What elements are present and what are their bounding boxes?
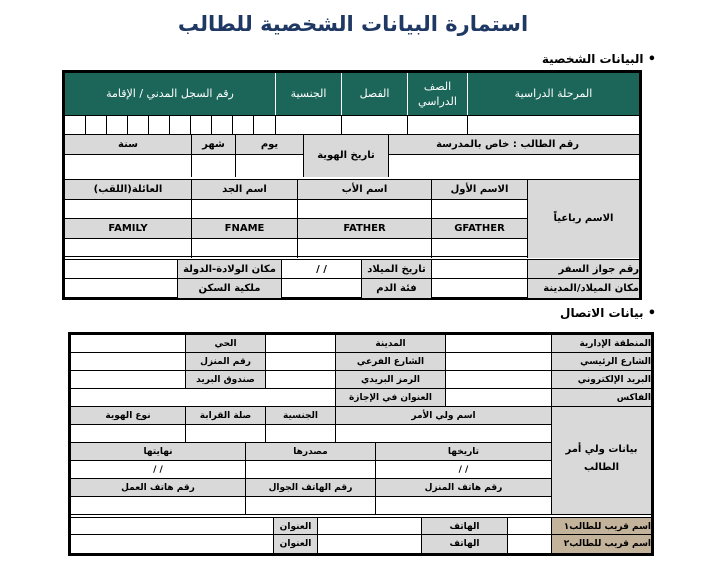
relative1-address-label: العنوان <box>273 517 317 535</box>
relative1-phone-input[interactable] <box>317 517 421 535</box>
relation-label: صلة القرابة <box>185 407 265 425</box>
grandfather-name-label: اسم الجد <box>191 180 297 200</box>
day-label: يوم <box>235 135 303 155</box>
grade-cell: الصف الدراسي <box>407 73 467 115</box>
relative2-name-input[interactable] <box>507 535 551 553</box>
fax-input[interactable] <box>445 389 551 407</box>
nationality-input[interactable] <box>275 116 341 134</box>
father-name-label: اسم الأب <box>297 180 431 200</box>
blood-type-label: فئة الدم <box>361 279 431 298</box>
id-date-label: تاريخ الهوية <box>303 135 389 177</box>
mobile-label: رقم الهاتف الجوال <box>245 479 375 497</box>
source-input[interactable] <box>245 461 375 479</box>
relative1-name-input[interactable] <box>507 517 551 535</box>
father-en-label: FATHER <box>297 219 431 239</box>
region-input[interactable] <box>445 335 551 353</box>
birth-country-input[interactable] <box>65 260 177 279</box>
gfather-en-label: GFATHER <box>431 219 527 239</box>
relative1-phone-label: الهاتف <box>421 517 507 535</box>
fname-en-input[interactable] <box>191 239 297 258</box>
id-digit-box[interactable] <box>191 116 212 134</box>
relative2-label: اسم قريب للطالب٢ <box>551 535 651 553</box>
family-name-label: العائلة(اللقب) <box>65 180 191 200</box>
section-personal-heading <box>542 52 656 67</box>
first-name-label: الاسم الأول <box>431 180 527 200</box>
main-street-input[interactable] <box>445 353 551 371</box>
house-no-label: رقم المنزل <box>185 353 265 371</box>
stage-cell: المرحلة الدراسية <box>467 73 639 115</box>
guardian-name-label: اسم ولي الأمر <box>335 407 551 425</box>
sub-street-input[interactable] <box>265 353 335 371</box>
name-block <box>65 179 639 257</box>
district-label: الحي <box>185 335 265 353</box>
relative1-address-input[interactable] <box>71 517 273 535</box>
guardian-nationality-label: الجنسية <box>265 407 335 425</box>
vacation-address-label: العنوان في الإجازة <box>335 389 445 407</box>
mobile-input[interactable] <box>245 497 375 515</box>
id-digit-box[interactable] <box>149 116 170 134</box>
id-digit-box[interactable] <box>233 116 254 134</box>
id-digit-box[interactable] <box>254 116 275 134</box>
relative2-address-label: العنوان <box>273 535 317 553</box>
father-name-input[interactable] <box>297 200 431 219</box>
id-type-input[interactable] <box>71 425 185 443</box>
blood-type-input[interactable] <box>281 279 361 298</box>
source-label: مصدرها <box>245 443 375 461</box>
city-label: المدينة <box>335 335 445 353</box>
first-name-input[interactable] <box>431 200 527 219</box>
district-input[interactable] <box>71 335 185 353</box>
birth-city-input[interactable] <box>431 279 527 298</box>
home-phone-input[interactable] <box>375 497 551 515</box>
civil-id-cell: رقم السجل المدني / الإقامة <box>65 73 275 115</box>
birth-country-label: مكان الولادة-الدولة <box>177 260 281 279</box>
id-date-block <box>65 135 639 177</box>
id-type-label: نوع الهوية <box>71 407 185 425</box>
relative2-phone-label: الهاتف <box>421 535 507 553</box>
id-digit-box[interactable] <box>128 116 149 134</box>
expiry-input[interactable]: / / <box>71 461 245 479</box>
id-digit-box[interactable] <box>107 116 128 134</box>
student-number-input[interactable] <box>389 155 639 177</box>
class-cell: الفصل <box>341 73 407 115</box>
month-input[interactable] <box>191 155 235 177</box>
birth-date-label: تاريخ الميلاد <box>361 260 431 279</box>
id-digit-box[interactable] <box>65 116 86 134</box>
father-en-input[interactable] <box>297 239 431 258</box>
stage-input[interactable] <box>467 116 639 134</box>
po-box-label: صندوق البريد <box>185 371 265 389</box>
issue-date-label: تاريخها <box>375 443 551 461</box>
birth-city-label: مكان الميلاد/المدينة <box>527 279 639 298</box>
relative1-label: اسم قريب للطالب١ <box>551 517 651 535</box>
family-en-label: FAMILY <box>65 219 191 239</box>
relation-input[interactable] <box>185 425 265 443</box>
work-phone-label: رقم هاتف العمل <box>71 479 245 497</box>
po-box-input[interactable] <box>71 371 185 389</box>
housing-input[interactable] <box>65 279 177 298</box>
section-contact-label: بيانات الاتصال <box>560 306 644 320</box>
issue-date-input[interactable]: / / <box>375 461 551 479</box>
student-number-label: رقم الطالب : خاص بالمدرسة <box>389 135 639 155</box>
contact-form-frame <box>68 332 654 556</box>
day-input[interactable] <box>235 155 303 177</box>
city-input[interactable] <box>265 335 335 353</box>
nationality-cell: الجنسية <box>275 73 341 115</box>
home-phone-label: رقم هاتف المنزل <box>375 479 551 497</box>
gfather-en-input[interactable] <box>431 239 527 258</box>
page-title: استمارة البيانات الشخصية للطالب <box>177 12 529 36</box>
region-label: المنطقة الإدارية <box>551 335 651 353</box>
guardian-block-label: بيانات ولي أمر الطالب <box>551 407 651 515</box>
relative2-phone-input[interactable] <box>317 535 421 553</box>
birth-block <box>65 259 639 297</box>
id-digit-box[interactable] <box>212 116 233 134</box>
section-personal-label: البيانات الشخصية <box>541 52 644 66</box>
postal-code-input[interactable] <box>265 371 335 389</box>
passport-label: رقم جواز السفر <box>527 260 639 279</box>
housing-label: ملكية السكن <box>177 279 281 298</box>
section-contact-heading <box>560 306 656 321</box>
year-label: سنة <box>65 135 191 155</box>
name-grid <box>65 180 527 258</box>
email-input[interactable] <box>445 371 551 389</box>
expiry-label: نهايتها <box>71 443 245 461</box>
bullet-icon: • <box>647 52 656 67</box>
passport-input[interactable] <box>431 260 527 279</box>
fname-en-label: FNAME <box>191 219 297 239</box>
vacation-address-input[interactable] <box>71 389 335 407</box>
month-label: شهر <box>191 135 235 155</box>
personal-form-frame <box>62 70 642 300</box>
year-input[interactable] <box>65 155 191 177</box>
four-part-name-label: الاسم رباعياً <box>527 180 639 258</box>
main-street-label: الشارع الرئيسي <box>551 353 651 371</box>
email-label: البريد الإلكتروني <box>551 371 651 389</box>
relative2-address-input[interactable] <box>71 535 273 553</box>
sub-street-label: الشارع الفرعي <box>335 353 445 371</box>
fax-label: الفاكس <box>551 389 651 407</box>
postal-code-label: الرمز البريدي <box>335 371 445 389</box>
bullet-icon: • <box>647 306 656 321</box>
id-digit-box[interactable] <box>86 116 107 134</box>
grandfather-name-input[interactable] <box>191 200 297 219</box>
class-input[interactable] <box>341 116 407 134</box>
guardian-name-input[interactable] <box>335 425 551 443</box>
birth-date-input[interactable]: / / <box>281 260 361 279</box>
id-digit-box[interactable] <box>170 116 191 134</box>
grade-input[interactable] <box>407 116 467 134</box>
house-no-input[interactable] <box>71 353 185 371</box>
id-digit-row <box>65 115 639 135</box>
guardian-nationality-input[interactable] <box>265 425 335 443</box>
family-name-input[interactable] <box>65 200 191 219</box>
work-phone-input[interactable] <box>71 497 245 515</box>
family-en-input[interactable] <box>65 239 191 258</box>
